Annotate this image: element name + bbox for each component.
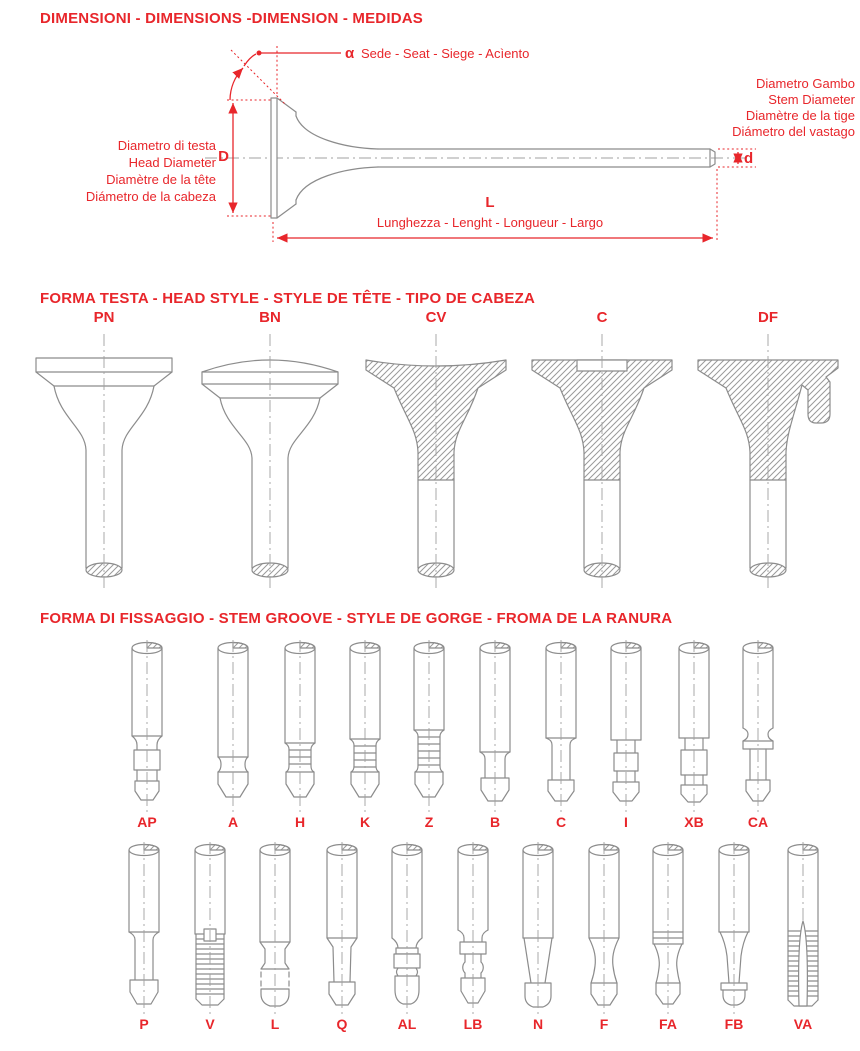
stem-diameter-label-es: Diámetro del vastago xyxy=(732,124,855,139)
head-diameter-label-it: Diametro di testa xyxy=(117,138,216,153)
stem-groove-N-drawing xyxy=(510,842,566,1014)
stem-groove-F-drawing xyxy=(576,842,632,1014)
head-style-BN-label: BN xyxy=(259,309,281,326)
stem-groove-P-label: P xyxy=(139,1016,149,1032)
head-diameter-label-es: Diámetro de la cabeza xyxy=(85,189,216,204)
head-diameter-label-en: Head Diameter xyxy=(128,155,216,170)
stem-groove-F-label: F xyxy=(599,1016,609,1032)
head-style-PN-label: PN xyxy=(93,309,115,326)
stem-groove-A-drawing xyxy=(205,640,261,812)
stem-groove-LB-label: LB xyxy=(463,1016,483,1032)
length-label: Lunghezza - Lenght - Longueur - Largo xyxy=(376,215,604,230)
stem-groove-item-FA xyxy=(640,842,696,1034)
stem-groove-item-Q xyxy=(314,842,370,1034)
stem-groove-P-drawing xyxy=(116,842,172,1014)
stem-groove-item-FB xyxy=(706,842,762,1034)
head-style-item-PN xyxy=(24,308,184,590)
stem-groove-item-F xyxy=(576,842,632,1034)
head-style-DF-label: DF xyxy=(758,309,778,326)
stem-groove-C-label: C xyxy=(555,814,567,830)
head-style-item-DF xyxy=(688,308,848,590)
stem-groove-VA-label: VA xyxy=(793,1016,813,1032)
stem-groove-H-label: H xyxy=(294,814,306,830)
stem-groove-K-label: K xyxy=(359,814,371,830)
stem-diameter-label-fr: Diamètre de la tige xyxy=(745,108,855,123)
stem-groove-LB-drawing xyxy=(445,842,501,1014)
stem-diameter-symbol: d xyxy=(744,150,754,167)
valve-dimensions-drawing xyxy=(0,30,860,270)
stem-groove-A-label: A xyxy=(227,814,239,830)
stem-groove-item-C xyxy=(533,640,589,832)
stem-groove-L-label: L xyxy=(270,1016,280,1032)
head-diameter-label-fr: Diamètre de la tête xyxy=(106,172,216,187)
length-symbol: L xyxy=(485,194,495,211)
stem-groove-item-K xyxy=(337,640,393,832)
head-style-BN-drawing xyxy=(190,330,350,590)
stem-groove-AP-drawing xyxy=(119,640,175,812)
stem-groove-FA-label: FA xyxy=(659,1016,677,1032)
stem-groove-B-label: B xyxy=(489,814,501,830)
stem-groove-Z-drawing xyxy=(401,640,457,812)
stem-groove-FA-drawing xyxy=(640,842,696,1014)
stem-groove-item-AP xyxy=(119,640,175,832)
stem-groove-I-label: I xyxy=(624,814,628,830)
head-style-C-drawing xyxy=(522,330,682,590)
stem-groove-item-Z xyxy=(401,640,457,832)
stem-groove-item-P xyxy=(116,842,172,1034)
stem-groove-N-label: N xyxy=(532,1016,544,1032)
stem-groove-Q-drawing xyxy=(314,842,370,1014)
stem-groove-section-title: FORMA DI FISSAGGIO - STEM GROOVE - STYLE DE GORGE - FROMA DE LA RANURA xyxy=(40,610,673,627)
head-style-DF-drawing xyxy=(688,330,848,590)
stem-groove-L-drawing xyxy=(247,842,303,1014)
stem-groove-XB-drawing xyxy=(666,640,722,812)
stem-groove-item-CA xyxy=(730,640,786,832)
head-style-item-C xyxy=(522,308,682,590)
stem-groove-H-drawing xyxy=(272,640,328,812)
head-style-section-title: FORMA TESTA - HEAD STYLE - STYLE DE TÊTE - TIPO DE CABEZA xyxy=(40,290,536,307)
stem-groove-AL-label: AL xyxy=(397,1016,417,1032)
stem-diameter-label-en: Stem Diameter xyxy=(768,92,855,107)
stem-groove-item-I xyxy=(598,640,654,832)
stem-groove-item-VA xyxy=(775,842,831,1034)
stem-groove-item-H xyxy=(272,640,328,832)
stem-groove-K-drawing xyxy=(337,640,393,812)
head-diameter-symbol: D xyxy=(218,148,229,165)
stem-groove-CA-drawing xyxy=(730,640,786,812)
stem-groove-I-drawing xyxy=(598,640,654,812)
stem-groove-FB-label: FB xyxy=(724,1016,744,1032)
stem-groove-B-drawing xyxy=(467,640,523,812)
stem-groove-C-drawing xyxy=(533,640,589,812)
stem-groove-item-N xyxy=(510,842,566,1034)
stem-diameter-label-it: Diametro Gambo xyxy=(756,76,855,91)
stem-groove-AP-label: AP xyxy=(137,814,157,830)
stem-groove-VA-drawing xyxy=(775,842,831,1014)
stem-groove-V-drawing xyxy=(182,842,238,1014)
stem-groove-XB-label: XB xyxy=(684,814,704,830)
head-style-CV-label: CV xyxy=(425,309,447,326)
stem-groove-Q-label: Q xyxy=(336,1016,348,1032)
stem-groove-FB-drawing xyxy=(706,842,762,1014)
stem-groove-item-B xyxy=(467,640,523,832)
head-style-item-BN xyxy=(190,308,350,590)
head-style-CV-drawing xyxy=(356,330,516,590)
seat-label: Sede - Seat - Siege - Acìento xyxy=(361,46,530,61)
stem-groove-item-A xyxy=(205,640,261,832)
stem-groove-item-V xyxy=(182,842,238,1034)
angle-symbol: α xyxy=(345,45,355,62)
dimensions-section-title: DIMENSIONI - DIMENSIONS -DIMENSION - MEDIDAS xyxy=(40,10,423,27)
stem-groove-CA-label: CA xyxy=(747,814,769,830)
stem-groove-AL-drawing xyxy=(379,842,435,1014)
stem-groove-item-LB xyxy=(445,842,501,1034)
stem-groove-item-L xyxy=(247,842,303,1034)
head-style-PN-drawing xyxy=(24,330,184,590)
head-style-item-CV xyxy=(356,308,516,590)
stem-groove-V-label: V xyxy=(205,1016,215,1032)
stem-groove-item-XB xyxy=(666,640,722,832)
stem-groove-Z-label: Z xyxy=(424,814,434,830)
stem-groove-item-AL xyxy=(379,842,435,1034)
head-style-C-label: C xyxy=(596,309,608,326)
